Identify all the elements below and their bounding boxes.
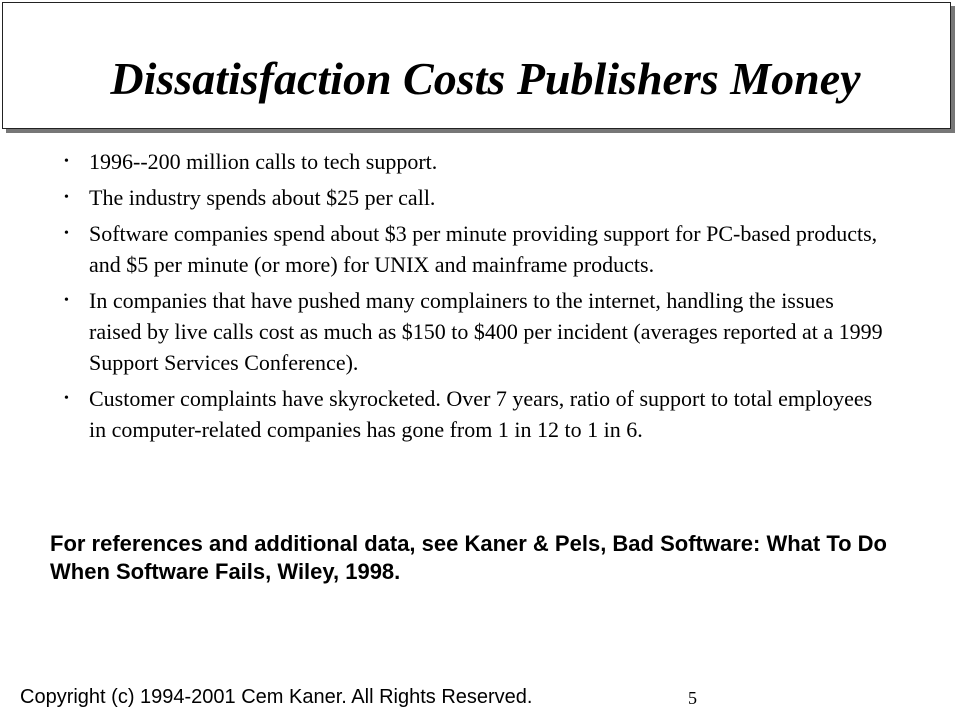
bullet-icon: • xyxy=(64,226,69,241)
bullet-item xyxy=(60,182,890,213)
bullet-icon: • xyxy=(64,293,69,308)
bullet-item xyxy=(60,218,890,280)
page-number: 5 xyxy=(688,688,697,708)
copyright-footer: Copyright (c) 1994-2001 Cem Kaner. All Rights Reserved. xyxy=(20,686,533,708)
bullet-icon: • xyxy=(64,154,69,169)
bullet-item xyxy=(60,383,890,445)
bullet-text: 1996--200 million calls to tech support. xyxy=(89,149,438,174)
bullet-item xyxy=(60,285,890,378)
bullet-icon: • xyxy=(64,391,69,406)
bullet-text: Customer complaints have skyrocketed. Over 7 years, ratio of support to total employees in computer-related companies has gone from 1 in 12 to 1 in 6. xyxy=(89,386,873,442)
bullet-list xyxy=(60,146,890,450)
bullet-text: Software companies spend about $3 per minute providing support for PC-based products, and $5 per minute (or more) for UNIX and mainframe products. xyxy=(89,221,878,277)
bullet-icon: • xyxy=(64,190,69,205)
bullet-item xyxy=(60,146,890,177)
bullet-text: In companies that have pushed many complainers to the internet, handling the issues raised by live calls cost as much as $150 to $400 per incident (averages reported at a 1999 Support Services Conference). xyxy=(89,288,883,375)
slide-title: Dissatisfaction Costs Publishers Money xyxy=(110,53,861,104)
bullet-text: The industry spends about $25 per call. xyxy=(89,185,436,210)
title-box xyxy=(2,2,951,129)
references-note: For references and additional data, see Kaner & Pels, Bad Software: What To Do When Software Fails, Wiley, 1998. xyxy=(50,531,887,584)
